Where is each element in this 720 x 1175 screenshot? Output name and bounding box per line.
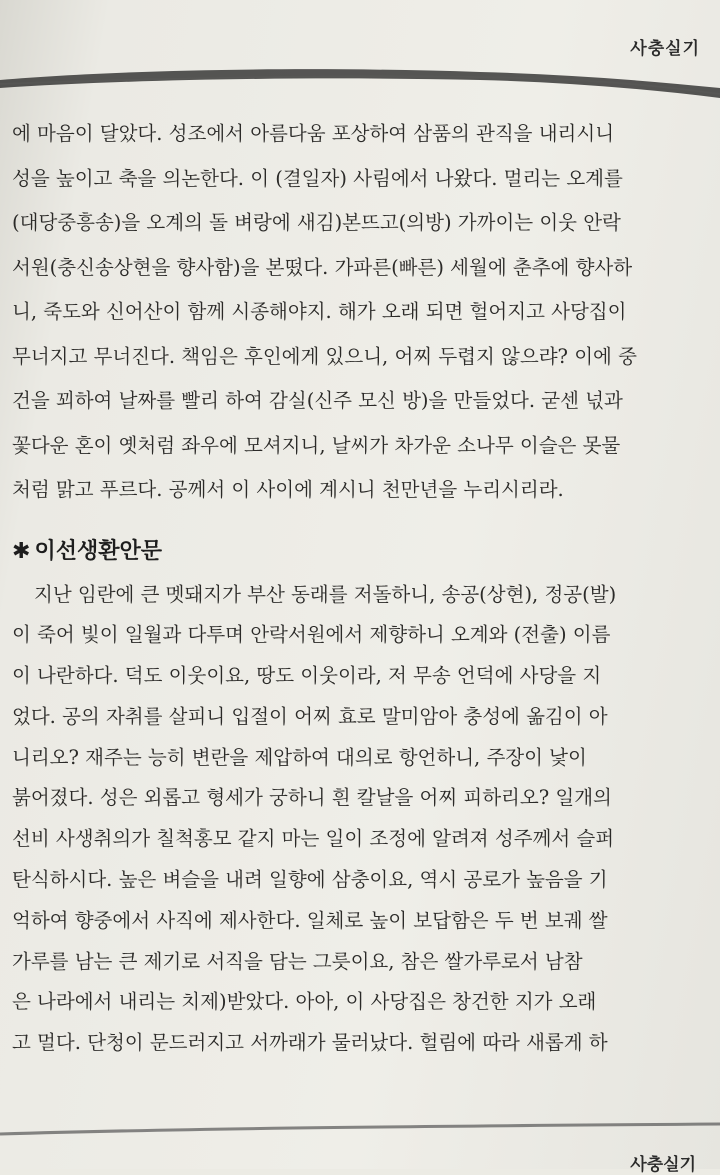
- text-line: 서원(충신송상현을 향사함)을 본떴다. 가파른(빠른) 세월에 춘추에 향사하: [12, 255, 633, 279]
- text-line: 무너지고 무너진다. 책임은 후인에게 있으니, 어찌 두렵지 않으랴? 이에 중: [12, 344, 637, 368]
- text-body: [12, 112, 692, 1064]
- asterisk-icon: ✱: [12, 538, 31, 564]
- section-title: 이선생환안문: [34, 538, 162, 564]
- text-line: 처럼 맑고 푸르다. 공께서 이 사이에 계시니 천만년을 누리시리라.: [12, 478, 564, 501]
- text-line: 에 마음이 달았다. 성조에서 아름다움 포상하여 삼품의 관직을 내리시니: [12, 122, 615, 145]
- text-line: 붉어졌다. 성은 외롭고 형세가 궁하니 흰 칼날을 어찌 피하리오? 일개의: [12, 786, 612, 810]
- text-line: 건을 꾀하여 날짜를 빨리 하여 감실(신주 모신 방)을 만들었다. 굳센 넋과: [12, 389, 623, 412]
- section-body: [12, 575, 692, 1065]
- brush-stroke-border: [0, 58, 720, 98]
- text-line: 지난 임란에 큰 멧돼지가 부산 동래를 저돌하니, 송공(상현), 정공(발): [34, 582, 617, 606]
- text-line: 이 나란하다. 덕도 이웃이요, 땅도 이웃이라, 저 무송 언덕에 사당을 지: [12, 664, 602, 688]
- text-line: 억하여 향중에서 사직에 제사한다. 일체로 높이 보답함은 두 번 보궤 쌀: [12, 908, 608, 932]
- bottom-rule: [0, 1120, 720, 1140]
- running-header: 사충실기: [630, 39, 700, 59]
- text-line: 가루를 남는 큰 제기로 서직을 담는 그릇이요, 참은 쌀가루로서 남참: [12, 949, 583, 973]
- text-line: 었다. 공의 자취를 살피니 입절이 어찌 효로 말미암아 충성에 옮김이 아: [12, 704, 608, 728]
- text-line: 이 죽어 빛이 일월과 다투며 안락서원에서 제향하니 오계와 (전출) 이름: [12, 623, 611, 647]
- section-heading: [12, 529, 692, 575]
- text-line: 니, 죽도와 신어산이 함께 시종해야지. 해가 오래 되면 헐어지고 사당집이: [12, 300, 627, 323]
- text-line: 은 나라에서 내리는 치제)받았다. 아아, 이 사당집은 창건한 지가 오래: [12, 990, 597, 1014]
- text-line: 고 멀다. 단청이 문드러지고 서까래가 물러났다. 헐림에 따라 새롭게 하: [12, 1031, 608, 1055]
- text-line: 꽃다운 혼이 옛처럼 좌우에 모셔지니, 날씨가 차가운 소나무 이슬은 못물: [12, 433, 621, 457]
- text-line: (대당중흥송)을 오계의 돌 벼랑에 새김)본뜨고(의방) 가까이는 이웃 안락: [12, 211, 621, 234]
- running-footer: 사충실기: [630, 1155, 696, 1175]
- text-line: 니리오? 재주는 능히 변란을 제압하여 대의로 항언하니, 주장이 낯이: [12, 745, 587, 769]
- text-line: 탄식하시다. 높은 벼슬을 내려 일향에 삼충이요, 역시 공로가 높음을 기: [12, 868, 608, 892]
- text-line: 성을 높이고 축을 의논한다. 이 (결일자) 사림에서 나왔다. 멀리는 오계를: [12, 166, 623, 190]
- paragraph-continued: [12, 112, 692, 513]
- text-line: 선비 사생취의가 칠척홍모 같지 마는 일이 조정에 알려져 성주께서 슬퍼: [12, 827, 615, 851]
